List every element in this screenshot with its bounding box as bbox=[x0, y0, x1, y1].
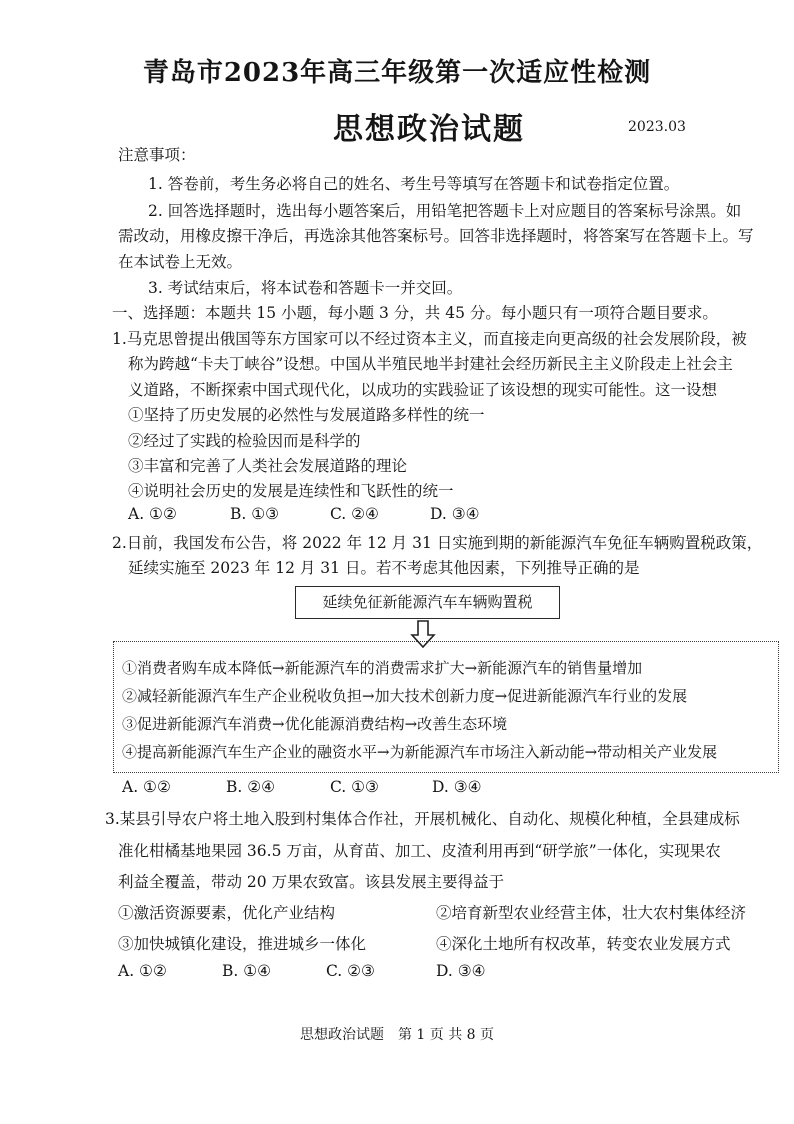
q1-item: ②经过了实践的检验因而是科学的 bbox=[128, 432, 361, 450]
q1-stem-line: 称为跨越“卡夫丁峡谷”设想。中国从半殖民地半封建社会经历新民主主义阶段走上社会主 bbox=[128, 355, 733, 373]
q3-choice-d: D. ③④ bbox=[436, 962, 486, 980]
q3-item: ②培育新型农业经营主体，壮大农村集体经济 bbox=[436, 904, 747, 922]
notice-line: 2. 回答选择题时，选出每小题答案后，用铅笔把答题卡上对应题目的答案标号涂黑。如 bbox=[148, 202, 742, 220]
q1-choice-c: C. ②④ bbox=[330, 505, 379, 523]
q2-stem-line: 2.日前，我国发布公告，将 2022 年 12 月 31 日实施到期的新能源汽车免征车辆购置税政策， bbox=[112, 534, 763, 552]
flow-chain-box bbox=[113, 641, 779, 773]
exam-title: 青岛市2023年高三年级第一次适应性检测 bbox=[142, 58, 652, 88]
q3-stem-line: 3.某县引导农户将土地入股到村集体合作社，开展机械化、自动化、规模化种植，全县建成标 bbox=[105, 810, 740, 828]
notice-line: 1. 答卷前，考生务必将自己的姓名、考生号等填写在答题卡和试卷指定位置。 bbox=[148, 175, 680, 193]
q2-stem-line: 延续实施至 2023 年 12 月 31 日。若不考虑其他因素，下列推导正确的是 bbox=[128, 559, 640, 577]
q1-choice-b: B. ①③ bbox=[230, 505, 280, 523]
q1-choice-a: A. ①② bbox=[128, 505, 177, 523]
q1-stem-line: 义道路，不断探索中国式现代化，以成功的实践验证了该设想的现实可能性。这一设想 bbox=[128, 381, 718, 399]
flow-item: ④提高新能源汽车生产企业的融资水平→为新能源汽车市场注入新动能→带动相关产业发展 bbox=[122, 743, 718, 761]
q3-item: ④深化土地所有权改革，转变农业发展方式 bbox=[436, 935, 731, 953]
q3-choice-b: B. ①④ bbox=[222, 962, 272, 980]
q3-stem-line: 利益全覆盖，带动 20 万果农致富。该县发展主要得益于 bbox=[118, 873, 505, 891]
flow-item: ②减轻新能源汽车生产企业税收负担→加大技术创新力度→促进新能源汽车行业的发展 bbox=[122, 687, 688, 705]
notice-heading: 注意事项： bbox=[118, 146, 196, 164]
q3-item: ①激活资源要素，优化产业结构 bbox=[118, 904, 336, 922]
q1-stem-line: 1.马克思曾提出俄国等东方国家可以不经过资本主义，而直接走向更高级的社会发展阶段，被 bbox=[112, 330, 747, 348]
q1-item: ①坚持了历史发展的必然性与发展道路多样性的统一 bbox=[128, 406, 485, 424]
page-footer: 思想政治试题 第 1 页 共 8 页 bbox=[299, 1027, 495, 1043]
flow-item: ①消费者购车成本降低→新能源汽车的消费需求扩大→新能源汽车的销售量增加 bbox=[122, 659, 643, 677]
notice-line: 需改动，用橡皮擦干净后，再选涂其他答案标号。回答非选择题时，将答案写在答题卡上。写 bbox=[118, 227, 754, 245]
q1-item: ③丰富和完善了人类社会发展道路的理论 bbox=[128, 457, 408, 475]
flow-item: ③促进新能源汽车消费→优化能源消费结构→改善生态环境 bbox=[122, 715, 508, 733]
q1-item: ④说明社会历史的发展是连续性和飞跃性的统一 bbox=[128, 482, 454, 500]
exam-date: 2023.03 bbox=[628, 119, 686, 135]
q2-choice-a: A. ①② bbox=[122, 778, 171, 796]
section-heading: 一、选择题：本题共 15 小题，每小题 3 分，共 45 分。每小题只有一项符合题目要求。 bbox=[112, 304, 718, 322]
q1-choice-d: D. ③④ bbox=[430, 505, 480, 523]
q3-choice-a: A. ①② bbox=[118, 962, 167, 980]
q2-choice-d: D. ③④ bbox=[432, 778, 482, 796]
flow-top-box: 延续免征新能源汽车车辆购置税 bbox=[295, 586, 560, 619]
notice-line: 3. 考试结束后，将本试卷和答题卡一并交回。 bbox=[148, 279, 463, 297]
exam-subject-title: 思想政治试题 bbox=[333, 112, 525, 147]
notice-line: 在本试卷上无效。 bbox=[118, 253, 243, 271]
q2-choice-c: C. ①③ bbox=[330, 778, 379, 796]
q3-item: ③加快城镇化建设，推进城乡一体化 bbox=[118, 935, 367, 953]
q3-choice-c: C. ②③ bbox=[326, 962, 375, 980]
q3-stem-line: 准化柑橘基地果园 36.5 万亩，从育苗、加工、皮渣利用再到“研学旅”一体化，实现果农 bbox=[118, 842, 721, 860]
q2-choice-b: B. ②④ bbox=[226, 778, 276, 796]
